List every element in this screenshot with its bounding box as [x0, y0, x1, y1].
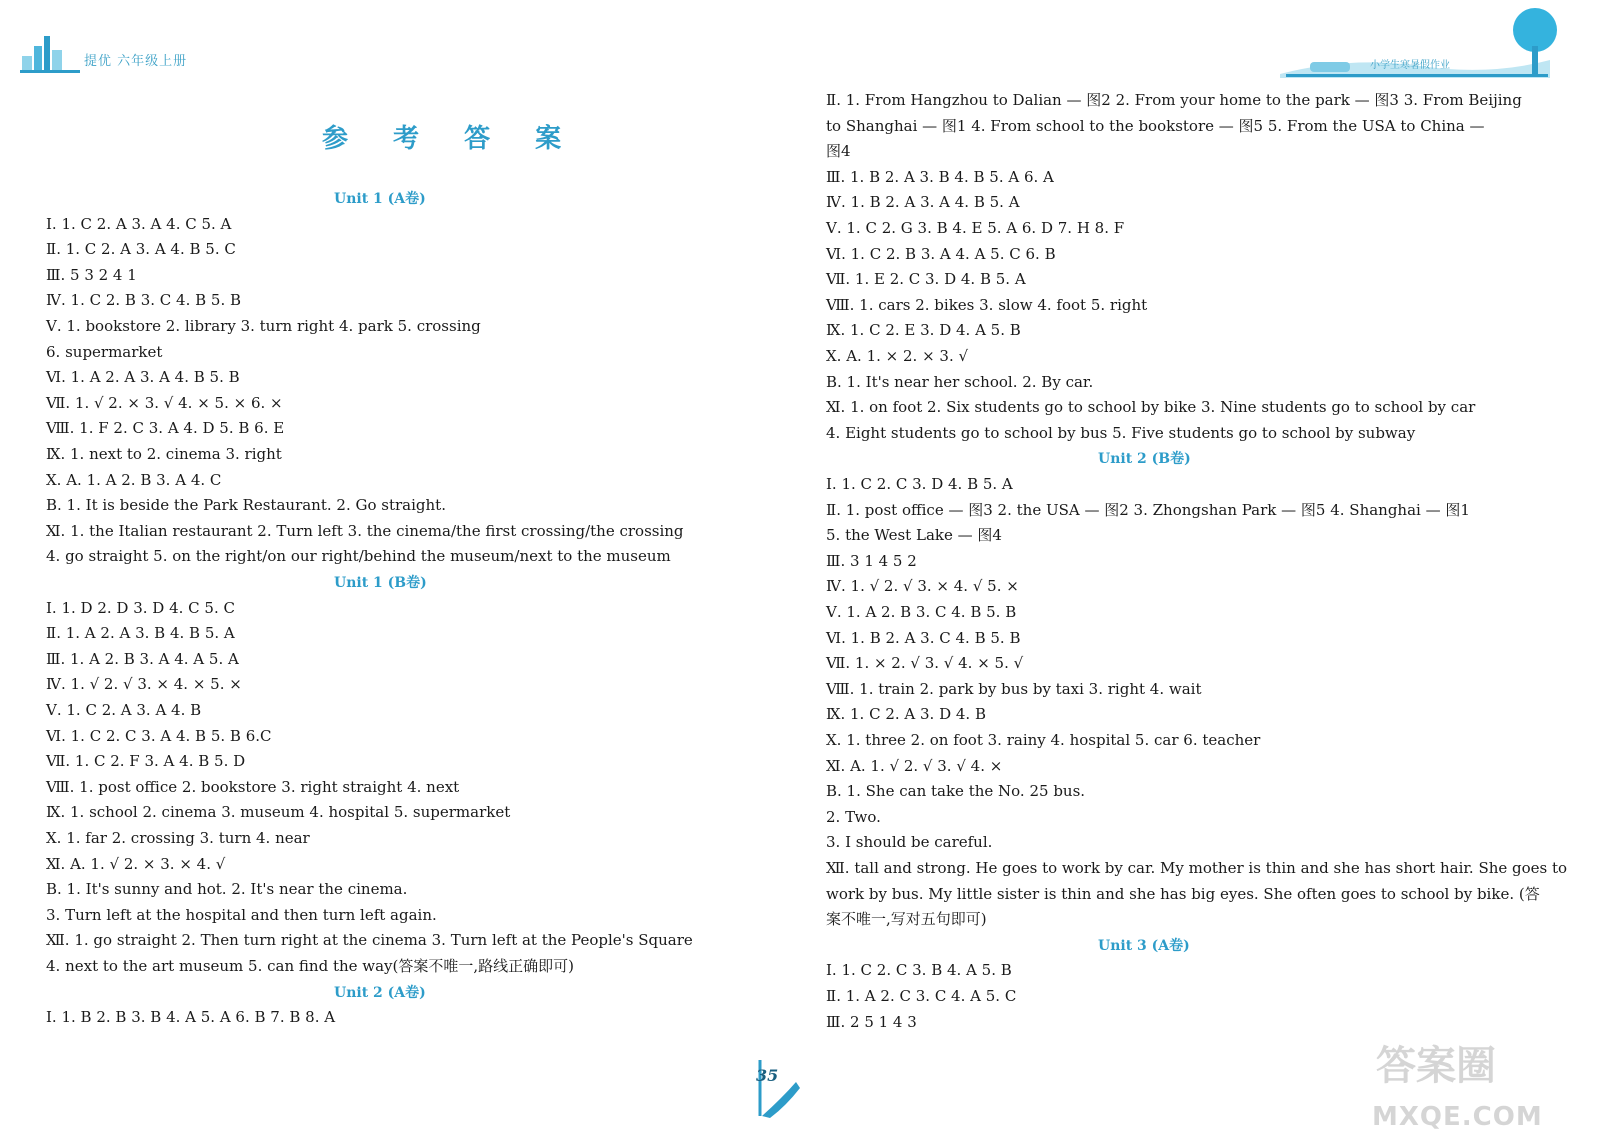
- answer-line: Ⅲ. 5 3 2 4 1: [46, 265, 137, 284]
- answer-line: Ⅱ. 1. A 2. C 3. C 4. A 5. C: [826, 987, 1017, 1005]
- answer-line: Ⅴ. 1. bookstore 2. library 3. turn right 4. park 5. crossing: [46, 317, 481, 335]
- answer-line: 4. go straight 5. on the right/on our right/behind the museum/next to the museum: [46, 547, 671, 566]
- answer-line: Ⅻ. tall and strong. He goes to work by car. My mother is thin and she has short hair. She goes to: [826, 859, 1568, 877]
- answer-line: Ⅷ. 1. cars 2. bikes 3. slow 4. foot 5. right: [826, 295, 1148, 314]
- city-skyline-icon: [20, 28, 80, 74]
- answer-line: Ⅴ. 1. A 2. B 3. C 4. B 5. B: [826, 603, 1017, 621]
- answer-line: Ⅰ. 1. C 2. A 3. A 4. C 5. A: [46, 214, 232, 233]
- answer-line: Ⅴ. 1. C 2. A 3. A 4. B: [46, 701, 202, 719]
- answer-line: 3. Turn left at the hospital and then turn left again.: [46, 905, 437, 924]
- unit-heading: Unit 3 (A卷): [1098, 937, 1190, 954]
- answer-line: Ⅶ. 1. E 2. C 3. D 4. B 5. A: [826, 270, 1026, 289]
- answer-line: Ⅸ. 1. C 2. E 3. D 4. A 5. B: [826, 321, 1021, 340]
- answer-line: Ⅷ. 1. train 2. park by bus by taxi 3. right 4. wait: [826, 679, 1202, 698]
- answer-line: Ⅴ. 1. C 2. G 3. B 4. E 5. A 6. D 7. H 8. F: [826, 219, 1125, 237]
- answer-line: Ⅷ. 1. post office 2. bookstore 3. right straight 4. next: [46, 777, 460, 796]
- answer-line: to Shanghai — 图1 4. From school to the bookstore — 图5 5. From the USA to China —: [826, 116, 1485, 135]
- answer-line: Ⅸ. 1. C 2. A 3. D 4. B: [826, 705, 986, 724]
- answer-line: Ⅺ. A. 1. √ 2. × 3. × 4. √: [46, 854, 226, 873]
- answer-line: Ⅳ. 1. √ 2. √ 3. × 4. √ 5. ×: [826, 577, 1019, 596]
- watermark-url: MXQE.COM: [1372, 1102, 1543, 1132]
- answer-line: Ⅶ. 1. C 2. F 3. A 4. B 5. D: [46, 752, 246, 771]
- header-right-text: 小学生寒暑假作业: [1370, 60, 1450, 71]
- unit-heading: Unit 1 (A卷): [334, 191, 426, 207]
- answer-line: Ⅺ. 1. on foot 2. Six students go to school by bike 3. Nine students go to school by car: [826, 398, 1476, 417]
- answer-line: Ⅵ. 1. A 2. A 3. A 4. B 5. B: [46, 368, 240, 387]
- answer-line: Ⅹ. 1. three 2. on foot 3. rainy 4. hospital 5. car 6. teacher: [826, 731, 1261, 749]
- answer-line: Ⅵ. 1. C 2. B 3. A 4. A 5. C 6. B: [826, 244, 1056, 263]
- unit-heading: Unit 2 (B卷): [1098, 451, 1191, 468]
- answer-line: 2. Two.: [826, 807, 881, 826]
- answer-line: Ⅻ. 1. go straight 2. Then turn right at the cinema 3. Turn left at the People's Square: [46, 931, 693, 950]
- answer-line: Ⅹ. A. 1. A 2. B 3. A 4. C: [46, 470, 222, 489]
- answer-line: Ⅶ. 1. √ 2. × 3. √ 4. × 5. × 6. ×: [46, 393, 283, 412]
- answer-line: Ⅷ. 1. F 2. C 3. A 4. D 5. B 6. E: [46, 419, 285, 438]
- page-number-badge: [752, 1058, 804, 1118]
- answer-line: Ⅳ. 1. √ 2. √ 3. × 4. × 5. ×: [46, 675, 242, 694]
- header-right: [1280, 0, 1560, 82]
- watermark: [1372, 1032, 1562, 1132]
- answer-line: 图4: [826, 142, 851, 161]
- answer-line: 3. I should be careful.: [826, 833, 993, 852]
- answer-line: Ⅵ. 1. B 2. A 3. C 4. B 5. B: [826, 628, 1021, 647]
- answer-line: 案不唯一,写对五句即可): [826, 910, 987, 929]
- answer-line: Ⅰ. 1. D 2. D 3. D 4. C 5. C: [46, 598, 235, 617]
- answer-line: Ⅲ. 3 1 4 5 2: [826, 551, 917, 570]
- answer-line: Ⅱ. 1. A 2. A 3. B 4. B 5. A: [46, 624, 235, 643]
- answer-line: B. 1. It is beside the Park Restaurant. 2. Go straight.: [46, 496, 446, 515]
- answer-line: Ⅹ. A. 1. × 2. × 3. √: [826, 347, 969, 365]
- page-title: 参 考 答 案: [322, 124, 580, 154]
- answer-line: B. 1. It's near her school. 2. By car.: [826, 372, 1094, 391]
- answer-line: Ⅲ. 1. B 2. A 3. B 4. B 5. A 6. A: [826, 167, 1054, 186]
- watermark-logo: 答案圈: [1376, 1043, 1496, 1089]
- answer-line: Ⅶ. 1. × 2. √ 3. √ 4. × 5. √: [826, 654, 1024, 673]
- header-left-text: 提优 六年级上册: [84, 54, 188, 69]
- answer-line: Ⅳ. 1. B 2. A 3. A 4. B 5. A: [826, 193, 1020, 212]
- answer-line: Ⅺ. 1. the Italian restaurant 2. Turn left 3. the cinema/the first crossing/the crossing: [46, 521, 684, 540]
- answer-line: Ⅰ. 1. B 2. B 3. B 4. A 5. A 6. B 7. B 8. A: [46, 1008, 336, 1027]
- answer-line: 6. supermarket: [46, 342, 163, 361]
- answer-line: B. 1. She can take the No. 25 bus.: [826, 782, 1086, 801]
- answer-line: Ⅱ. 1. post office — 图3 2. the USA — 图2 3. Zhongshan Park — 图5 4. Shanghai — 图1: [826, 500, 1470, 519]
- answer-line: 4. next to the art museum 5. can find the way(答案不唯一,路线正确即可): [46, 957, 575, 975]
- answer-line: work by bus. My little sister is thin and she has big eyes. She often goes to school by bike. (答: [826, 884, 1540, 903]
- answer-line: Ⅱ. 1. From Hangzhou to Dalian — 图2 2. From your home to the park — 图3 3. From Beijing: [826, 91, 1522, 109]
- answer-line: Ⅳ. 1. C 2. B 3. C 4. B 5. B: [46, 291, 242, 310]
- answer-line: Ⅱ. 1. C 2. A 3. A 4. B 5. C: [46, 240, 236, 259]
- answer-line: Ⅰ. 1. C 2. C 3. B 4. A 5. B: [826, 961, 1012, 980]
- unit-heading: Unit 1 (B卷): [334, 575, 427, 591]
- answer-line: Ⅺ. A. 1. √ 2. √ 3. √ 4. ×: [826, 756, 1003, 775]
- answer-line: Ⅸ. 1. school 2. cinema 3. museum 4. hospital 5. supermarket: [46, 803, 511, 822]
- answer-line: Ⅸ. 1. next to 2. cinema 3. right: [46, 445, 282, 463]
- answer-line: Ⅲ. 1. A 2. B 3. A 4. A 5. A: [46, 649, 239, 668]
- header-left: [20, 28, 220, 78]
- page-number: 35: [756, 1066, 779, 1085]
- answer-line: 5. the West Lake — 图4: [826, 526, 1002, 545]
- answer-line: Ⅵ. 1. C 2. C 3. A 4. B 5. B 6.C: [46, 726, 272, 745]
- answer-line: Ⅲ. 2 5 1 4 3: [826, 1012, 917, 1031]
- answer-line: Ⅰ. 1. C 2. C 3. D 4. B 5. A: [826, 475, 1013, 493]
- answer-line: 4. Eight students go to school by bus 5. Five students go to school by subway: [826, 423, 1416, 442]
- answer-line: B. 1. It's sunny and hot. 2. It's near the cinema.: [46, 880, 408, 899]
- unit-heading: Unit 2 (A卷): [334, 984, 426, 1001]
- answer-line: Ⅹ. 1. far 2. crossing 3. turn 4. near: [46, 829, 310, 847]
